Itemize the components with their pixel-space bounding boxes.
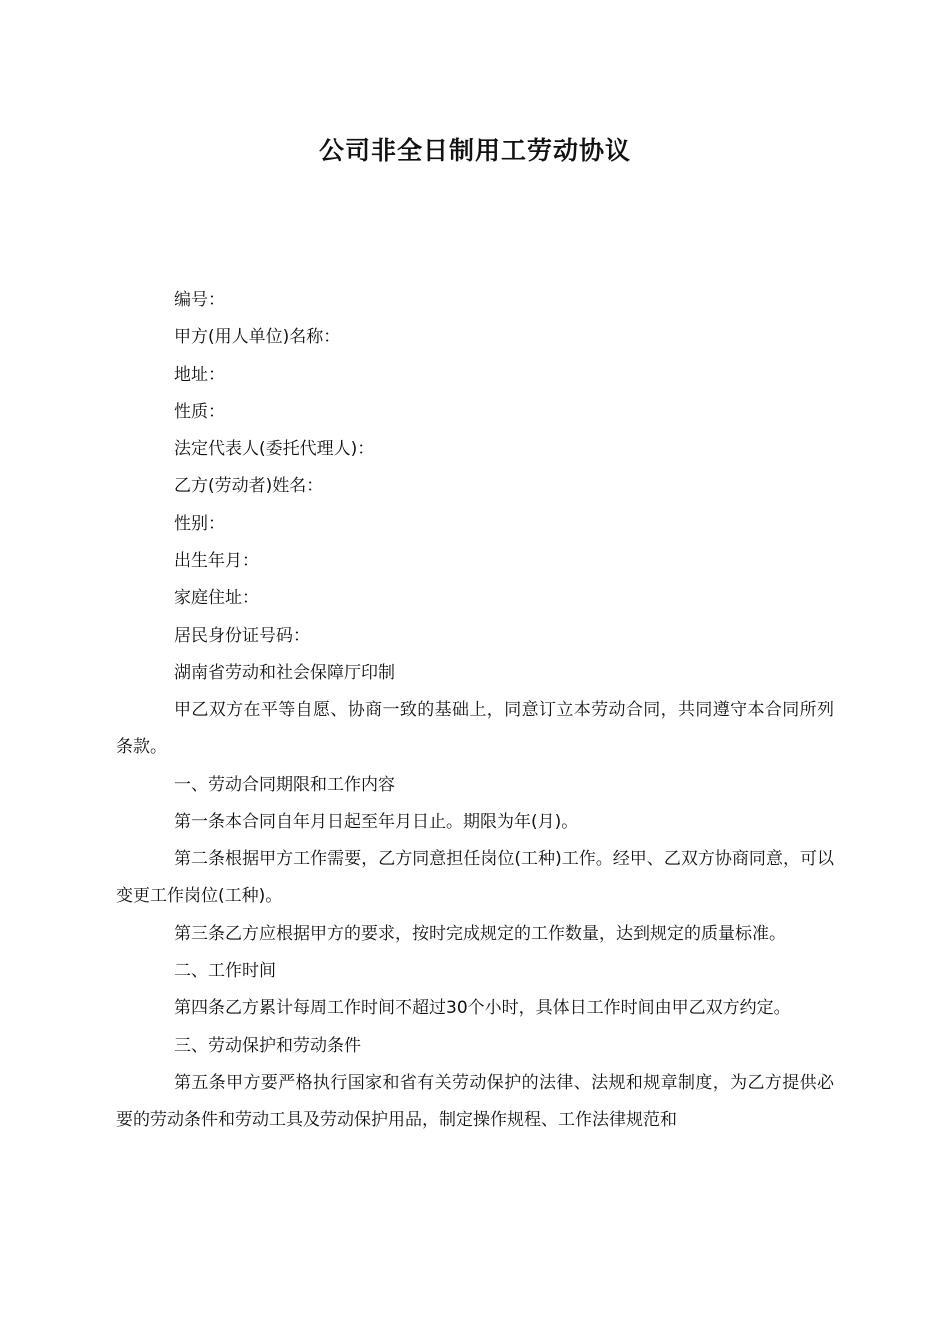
article-3: 第三条乙方应根据甲方的要求，按时完成规定的工作数量，达到规定的质量标准。 [174,923,786,944]
document-title: 公司非全日制用工劳动协议 [318,136,631,165]
article-1: 第一条本合同自年月日起至年月日止。期限为年(月)。 [174,811,579,832]
section-heading-2: 二、工作时间 [174,961,276,982]
contract-body [116,692,834,1140]
preamble-paragraph: 甲乙双方在平等自愿、协商一致的基础上，同意订立本劳动合同，共同遵守本合同所列条款。 [116,700,834,758]
field-nature: 性质： [174,401,225,422]
field-party-b-name: 乙方(劳动者)姓名： [174,476,324,497]
section-heading-1: 一、劳动合同期限和工作内容 [174,774,395,795]
section-heading-3: 三、劳动保护和劳动条件 [174,1035,361,1056]
article-4: 第四条乙方累计每周工作时间不超过30个小时，具体日工作时间由甲乙双方约定。 [174,998,791,1019]
field-id-number: 居民身份证号码： [174,625,310,646]
field-home-address: 家庭住址： [174,588,259,609]
article-5: 第五条甲方要严格执行国家和省有关劳动保护的法律、法规和规章制度，为乙方提供必要的劳动条件和劳动工具及劳动保护用品，制定操作规程、工作法律规范和 [116,1072,834,1131]
field-party-a-name: 甲方(用人单位)名称： [174,327,341,348]
field-birth-date: 出生年月： [174,551,259,572]
header-fields [174,282,854,692]
field-gender: 性别： [174,513,225,534]
field-legal-representative: 法定代表人(委托代理人)： [174,439,375,460]
article-2: 第二条根据甲方工作需要，乙方同意担任岗位(工种)工作。经甲、乙双方协商同意，可以变更工作岗位(工种)。 [116,849,834,907]
field-address: 地址： [174,364,225,385]
field-number: 编号： [174,290,225,310]
field-printed-by: 湖南省劳动和社会保障厅印制 [174,662,395,683]
